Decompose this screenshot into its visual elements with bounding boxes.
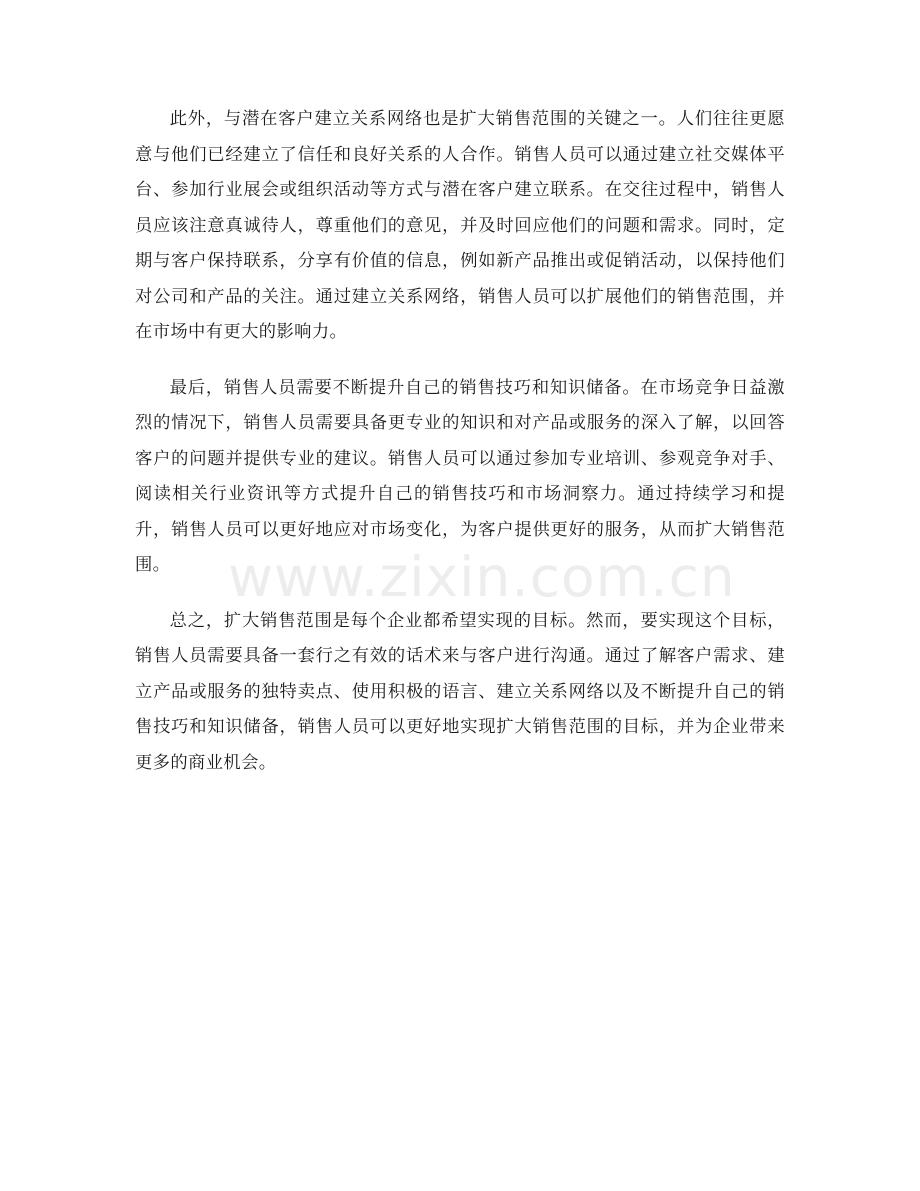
- watermark: www.zixin.com.cn: [228, 545, 736, 609]
- paragraph-relationship-network: 此外，与潜在客户建立关系网络也是扩大销售范围的关键之一。人们往往更愿意与他们已经建立了信任和良好关系的人合作。销售人员可以通过建立社交媒体平台、参加行业展会或组织活动等方式与潜在客户建立联系。在交往过程中，销售人员应该注意真诚待人，尊重他们的意见，并及时回应他们的问题和需求。同时，定期与客户保持联系，分享有价值的信息，例如新产品推出或促销活动，以保持他们对公司和产品的关注。通过建立关系网络，销售人员可以扩展他们的销售范围，并在市场中有更大的影响力。: [135, 109, 785, 342]
- paragraph-conclusion: 总之，扩大销售范围是每个企业都希望实现的目标。然而，要实现这个目标，销售人员需要具备一套行之有效的话术来与客户进行沟通。通过了解客户需求、建立产品或服务的独特卖点、使用积极的语言、建立关系网络以及不断提升自己的销售技巧和知识储备，销售人员可以更好地实现扩大销售范围的目标，并为企业带来更多的商业机会。: [135, 610, 785, 773]
- document-body: [135, 102, 785, 801]
- paragraph-skill-improvement: 最后，销售人员需要不断提升自己的销售技巧和知识储备。在市场竞争日益激烈的情况下，销售人员需要具备更专业的知识和对产品或服务的深入了解，以回答客户的问题并提供专业的建议。销售人员可以通过参加专业培训、参观竞争对手、阅读相关行业资讯等方式提升自己的销售技巧和市场洞察力。通过持续学习和提升，销售人员可以更好地应对市场变化，为客户提供更好的服务，从而扩大销售范围。: [135, 377, 785, 575]
